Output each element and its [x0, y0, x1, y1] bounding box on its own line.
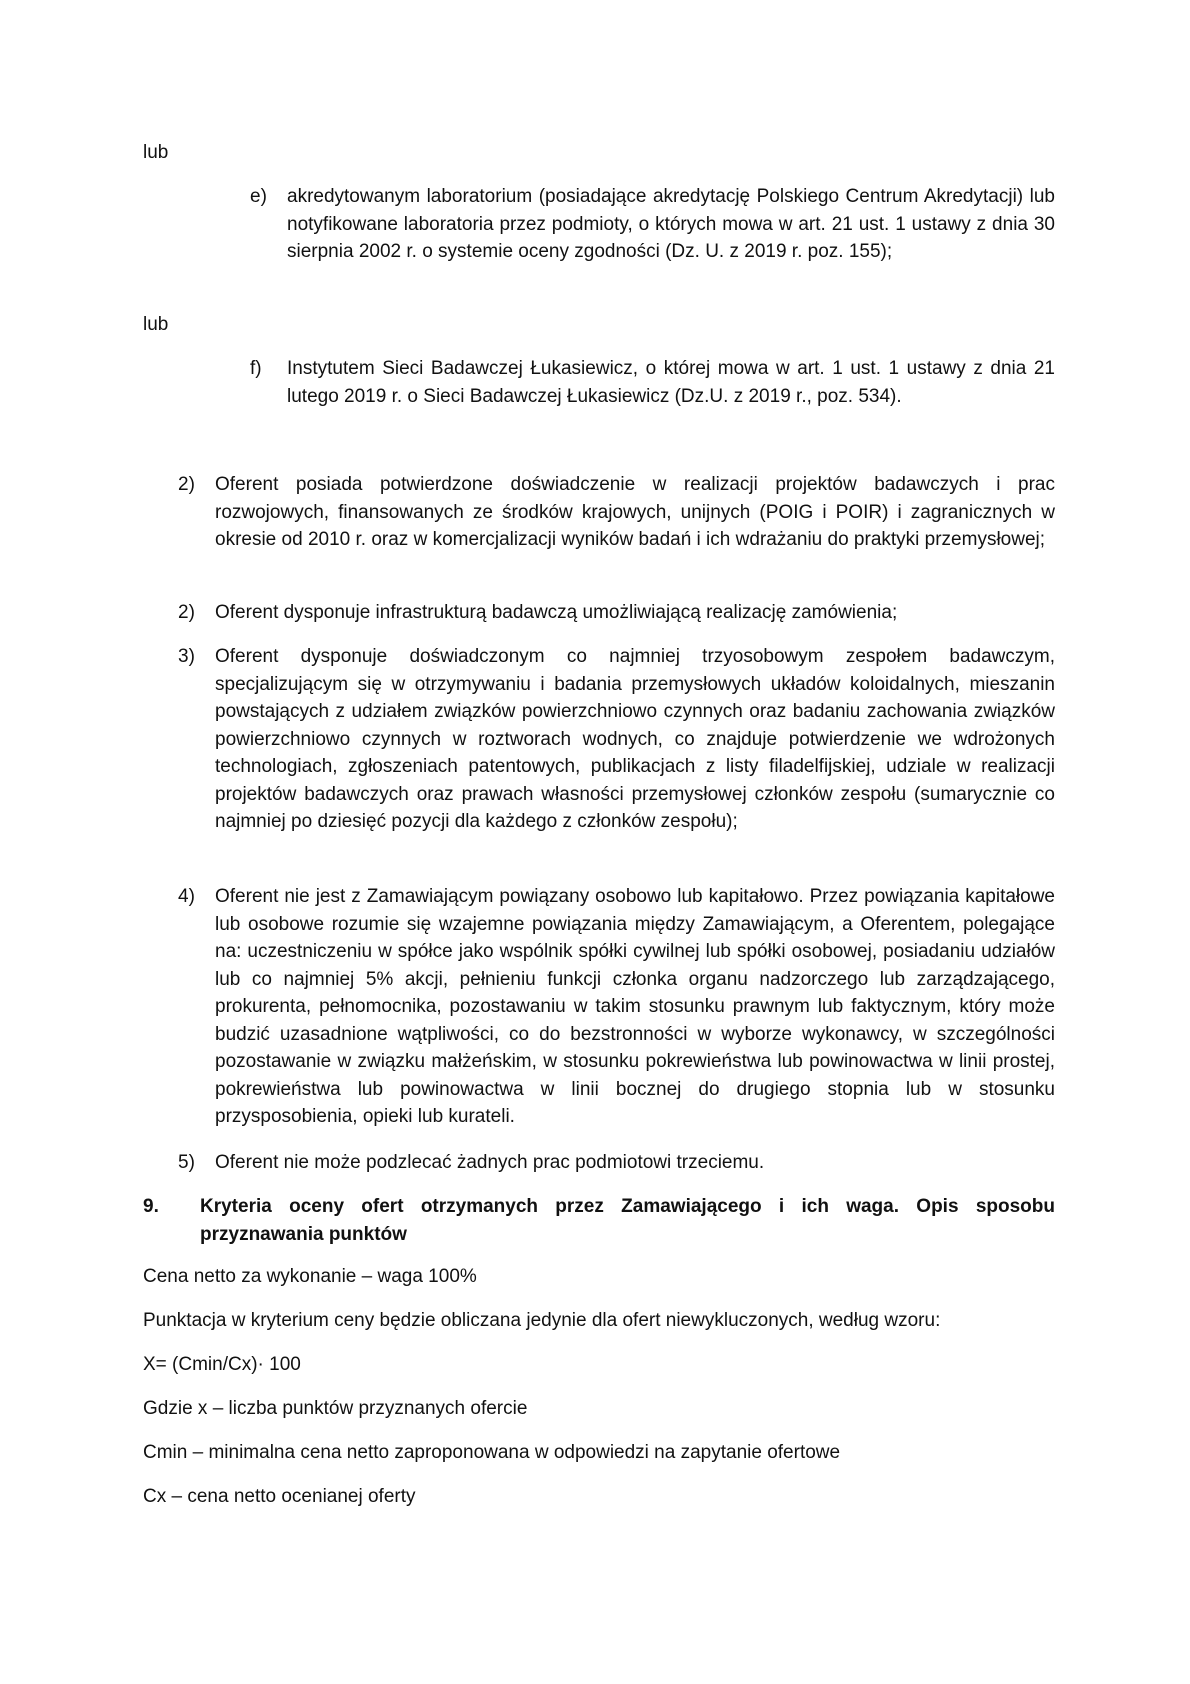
section-heading [143, 1193, 1055, 1248]
condition-item [178, 643, 1055, 836]
criteria-line: Cena netto za wykonanie – waga 100% [143, 1266, 477, 1287]
criteria-line: Cx – cena netto ocenianej oferty [143, 1486, 416, 1507]
criteria-line: Punktacja w kryterium ceny będzie obliczana jedynie dla ofert niewykluczonych, według wzoru: [143, 1310, 941, 1331]
condition-item [178, 883, 1055, 1131]
lub-connector: lub [143, 314, 169, 335]
condition-text: Oferent nie może podzlecać żadnych prac podmiotowi trzeciemu. [215, 1152, 765, 1173]
section-number: 9. [143, 1196, 159, 1217]
condition-text: Oferent dysponuje doświadczonym co najmniej trzyosobowym zespołem badawczym, specjalizującym się w otrzymywaniu i badania przemysłowych układów koloidalnych, mieszanin powstających z udziałem związków powierzchniowo czynnych oraz badaniu zachowania związków powierzchniowo czynnych w roztworach wodnych, co znajduje potwierdzenie we wdrożonych technologiach, zgłoszeniach patentowych, publikacjach z listy filadelfijskiej, udziale w realizacji projektów badawczych oraz prawach własności przemysłowej członków zespołu (sumarycznie co najmniej po dziesięć pozycji dla każdego z członków zespołu); [215, 646, 1055, 832]
condition-item [178, 599, 1055, 627]
condition-text: Oferent posiada potwierdzone doświadczenie w realizacji projektów badawczych i prac rozwojowych, finansowanych ze środków krajowych, unijnych (POIG i POIR) i zagranicznych w okresie od 2010 r. oraz w komercjalizacji wyników badań i ich wdrażaniu do praktyki przemysłowej; [215, 474, 1055, 550]
list-item-f [250, 355, 1055, 410]
formula-line: X= (Cmin/Cx)· 100 [143, 1354, 301, 1375]
condition-item [178, 471, 1055, 554]
criteria-line: Cmin – minimalna cena netto zaproponowana w odpowiedzi na zapytanie ofertowe [143, 1442, 841, 1463]
list-item-text: akredytowanym laboratorium (posiadające akredytację Polskiego Centrum Akredytacji) lub notyfikowane laboratoria przez podmioty, o których mowa w art. 21 ust. 1 ustawy z dnia 30 sierpnia 2002 r. o systemie oceny zgodności (Dz. U. z 2019 r. poz. 155); [287, 186, 1055, 262]
lub-connector: lub [143, 142, 169, 163]
condition-number: 2) [178, 602, 195, 623]
condition-number: 2) [178, 474, 195, 495]
condition-item [178, 1149, 1055, 1177]
criteria-line: Gdzie x – liczba punktów przyznanych ofercie [143, 1398, 528, 1419]
list-item-label: e) [250, 186, 267, 207]
condition-text: Oferent nie jest z Zamawiającym powiązany osobowo lub kapitałowo. Przez powiązania kapitałowe lub osobowe rozumie się wzajemne powiązania między Zamawiającym, a Oferentem, polegające na: uczestniczeniu w spółce jako wspólnik spółki cywilnej lub spółki osobowej, posiadaniu udziałów lub co najmniej 5% akcji, pełnieniu funkcji członka organu nadzorczego lub zarządzającego, prokurenta, pełnomocnika, pozostawaniu w takim stosunku prawnym lub faktycznym, który może budzić uzasadnione wątpliwości, co do bezstronności w wyborze wykonawcy, w szczególności pozostawanie w związku małżeńskim, w stosunku pokrewieństwa lub powinowactwa w linii prostej, pokrewieństwa lub powinowactwa w linii bocznej do drugiego stopnia lub w stosunku przysposobienia, opieki lub kurateli. [215, 886, 1055, 1127]
condition-text: Oferent dysponuje infrastrukturą badawczą umożliwiającą realizację zamówienia; [215, 602, 898, 623]
condition-number: 3) [178, 646, 195, 667]
list-item-text: Instytutem Sieci Badawczej Łukasiewicz, o której mowa w art. 1 ust. 1 ustawy z dnia 21 lutego 2019 r. o Sieci Badawczej Łukasiewicz (Dz.U. z 2019 r., poz. 534). [287, 358, 1055, 407]
condition-number: 5) [178, 1152, 195, 1173]
condition-number: 4) [178, 886, 195, 907]
list-item-label: f) [250, 358, 262, 379]
section-title: Kryteria oceny ofert otrzymanych przez Zamawiającego i ich waga. Opis sposobu przyznawania punktów [200, 1196, 1055, 1245]
list-item-e [250, 183, 1055, 266]
